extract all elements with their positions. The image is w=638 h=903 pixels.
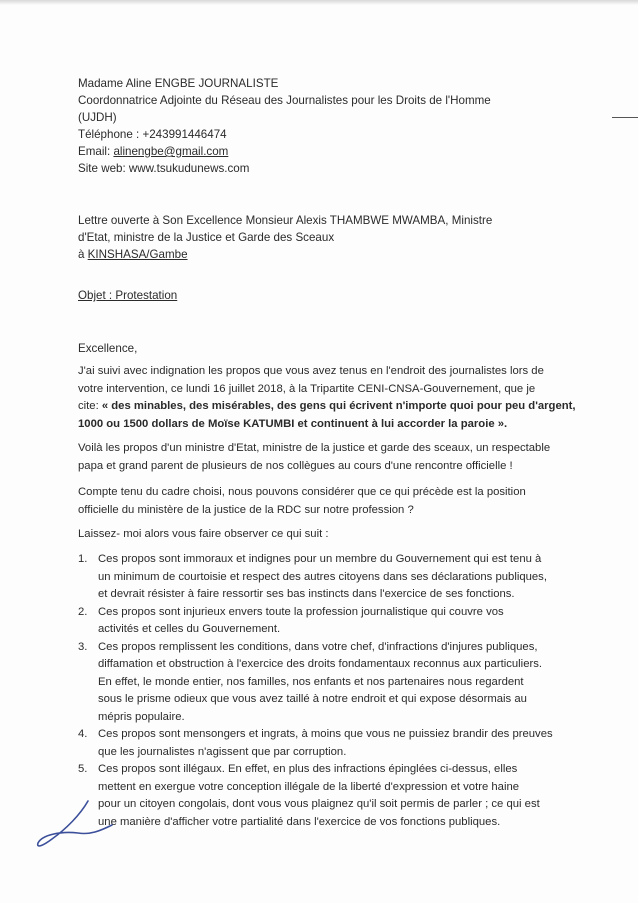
list-item [78,604,568,639]
list-number: 5. [78,763,88,775]
p2-line1: Voilà les propos d'un ministre d'Etat, ministre de la justice et garde des sceaux, un respectable [78,442,551,454]
paragraph-4 [78,526,568,544]
list-line: que les journalistes n'agissent que par corruption. [98,745,347,758]
p4-line: Laissez- moi alors vous faire observer ce qui suit : [78,528,329,540]
addressee-line2: d'Etat, ministre de la Justice et Garde des Sceaux [78,231,335,244]
list-line: En effet, le monde entier, nos familles, nos enfants et nos partenaires nous regardent [98,675,524,688]
addressee-line3 [78,246,568,263]
list-line: un minimum de courtoisie et respect des autres citoyens dans ses déclarations publiques, [98,570,547,583]
sender-role-line1: Coordonnatrice Adjointe du Réseau des Journalistes pour les Droits de l'Homme [78,94,491,107]
list-item [78,639,568,727]
list-line: Ces propos remplissent les conditions, dans votre chef, d'infractions d'injures publiques, [98,640,538,653]
list-number: 2. [78,605,88,618]
salutation-block [78,340,568,357]
list-line: et devrait résister à faire ressortir ses bas instincts dans l'exercice de ses fonctions. [98,588,515,600]
p1-quote-part2: 1000 ou 1500 dollars de Moïse KATUMBI et continuent à lui accorder la paroie ». [78,417,508,430]
numbered-list [78,551,568,831]
p1-quote-part1: « des minables, des misérables, des gens qui écrivent n'importe quoi pour peu d'argent, [101,400,576,412]
list-line: mettent en exergue votre conception illégale de la liberté d'expression et votre haine [98,780,520,793]
email-label: Email: [78,145,114,158]
list-line: sous le prisme odieux que vous avez taillé à notre endroit et qui expose désormais au [98,693,527,705]
list-number: 1. [78,553,88,565]
paragraph-3 [78,484,568,519]
p1-line3 [78,398,576,416]
list-number: 3. [78,640,88,653]
p3-line1: Compte tenu du cadre choisi, nous pouvons considérer que ce qui précède est la position [78,486,526,498]
scan-edge-mark [612,117,638,118]
salutation: Excellence, [78,342,138,355]
list-line: diffamation et obstruction à l'exercice des droits fondamentaux reconnus aux particuliers. [98,658,543,670]
p1-cite-prefix: cite: [78,400,102,412]
list-line: activités et celles du Gouvernement. [98,623,281,635]
addressee-line1: Lettre ouverte à Son Excellence Monsieur Alexis THAMBWE MWAMBA, Ministre [78,214,493,227]
paragraph-1 [78,363,576,433]
list-line: Ces propos sont illégaux. En effet, en plus des infractions épinglées ci-dessus, elles [98,763,518,775]
sender-role-line2: (UJDH) [78,111,117,124]
list-item [78,726,568,761]
paragraph-2 [78,440,568,475]
list-line: pour un citoyen congolais, dont vous vous plaignez qu'il soit permis de parler ; ce qui est [98,798,540,810]
sender-header [78,75,568,177]
email-link[interactable]: alinengbe@gmail.com [113,145,229,158]
sender-phone: Téléphone : +243991446474 [78,128,227,141]
list-line: Ces propos sont immoraux et indignes pour un membre du Gouvernement qui est tenu à [98,553,542,565]
sender-website: Site web: www.tsukudunews.com [78,162,250,175]
list-number: 4. [78,728,88,740]
addressee-prefix: à [78,248,88,261]
subject-line: Objet : Protestation [78,289,178,302]
p1-line1: J'ai suivi avec indignation les propos que vous avez tenus en l'endroit des journalistes lors de [78,365,544,377]
list-item [78,551,568,604]
sender-email-line [78,143,568,160]
handwritten-initial-signature [30,795,140,855]
p2-line2: papa et grand parent de plusieurs de nos collègues au cours d'une rencontre officielle ! [78,459,513,472]
sender-name: Madame Aline ENGBE JOURNALISTE [78,77,279,90]
list-line: Ces propos sont mensongers et ingrats, à moins que vous ne puissiez brandir des preuves [98,728,553,740]
p3-line2: officielle du ministère de la justice de la RDC sur notre profession ? [78,503,414,516]
list [78,551,568,831]
addressee-block [78,212,568,263]
list-item [78,761,568,831]
subject-block [78,287,568,304]
scan-shadow [0,0,638,5]
p1-line2: votre intervention, ce lundi 16 juillet 2018, à la Tripartite CENI-CNSA-Gouvernement, que je [78,382,536,395]
list-line: mépris populaire. [98,710,185,723]
list-line: Ces propos sont injurieux envers toute la profession journalistique qui couvre vos [98,605,504,618]
list-line: une manière d'afficher votre partialité dans l'exercice de vos fonctions publiques. [98,815,501,828]
addressee-place: KINSHASA/Gambe [87,248,188,261]
